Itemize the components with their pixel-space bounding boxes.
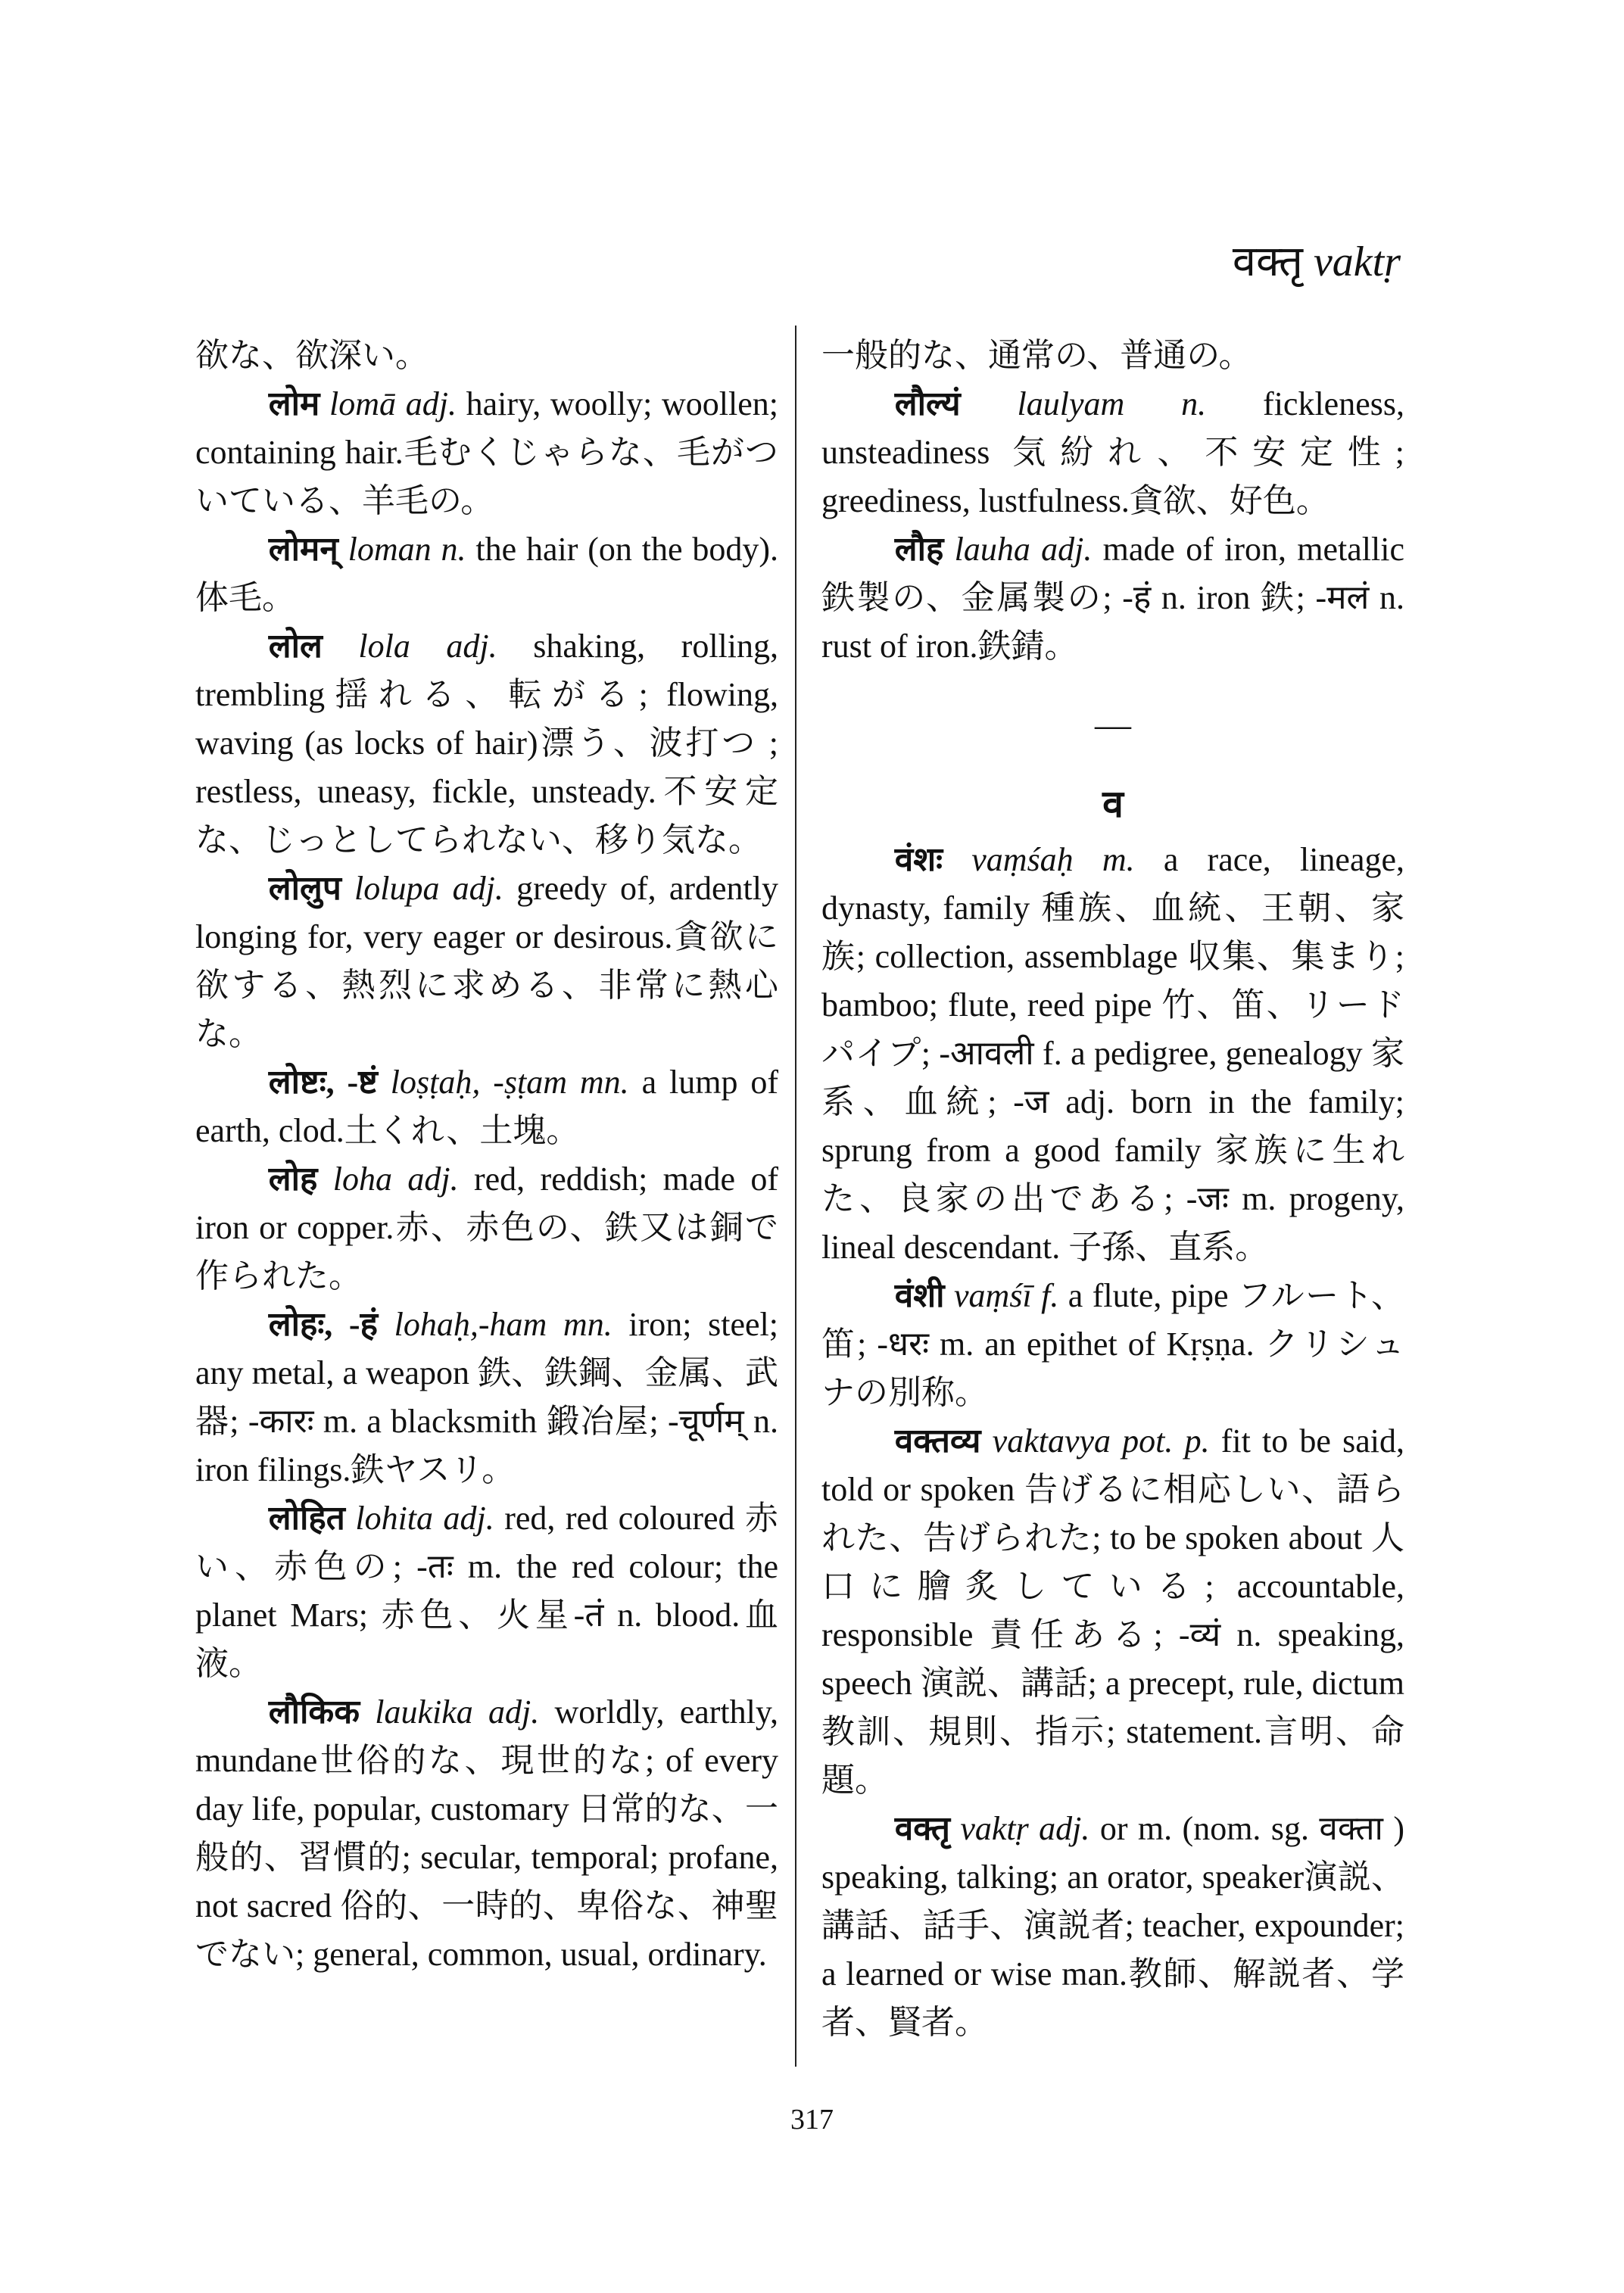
dictionary-entry [195,1688,778,1979]
entry-transliteration: loṣṭaḥ, -ṣṭam mn. [377,1064,629,1101]
entry-definition: hairy, woolly; woollen; containing hair.毛むくじゃらな、毛がついている、羊毛の。 [195,385,778,519]
entry-definition: made of iron, metallic 鉄製の、金属製の; -हं n. iron 鉄; -मलं n. rust of iron.鉄錆。 [821,531,1404,665]
entry-definition: a race, lineage, dynasty, family 種族、血統、王朝、家族; collection, assemblage 収集、集まり; bamboo; flute, reed pipe 竹、笛、リードパイプ; -आवली f. a pedigree, genealogy 家系、血統; -ज adj. born in the family; sprung from a good family 家族に生れた、良家の出である; -जः m. progeny, lineal descendant. 子孫、直系。 [821,841,1405,1266]
running-header-devanagari: वक्तृ [1232,238,1303,285]
dictionary-entry [195,1494,778,1688]
entry-headword: लोमन् [268,531,338,568]
entry-transliteration: vaktavya pot. p. [980,1422,1210,1460]
entry-definition: greedy of, ardently longing for, very eager or desirous.貪欲に欲する、熱烈に求める、非常に熱心な。 [195,870,778,1052]
dictionary-entry [195,1155,778,1301]
dictionary-entry [821,1272,1404,1417]
dictionary-entry [821,1805,1404,2047]
entry-headword: लोहः, -हं [268,1306,378,1343]
dictionary-entry [195,865,778,1058]
entry-definition: red, red coloured 赤い、赤色の; -तः m. the red colour; the planet Mars; 赤色、火星-तं n. blood.血液。 [195,1500,778,1682]
dictionary-entry [195,525,778,622]
entry-transliteration: lohaḥ,-ham mn. [377,1306,613,1343]
entry-transliteration: loman n. [338,531,466,568]
entry-definition: fit to be said, told or spoken 告げるに相応しい、語られた、告げられた; to be spoken about 人口に膾炙している; accountable, responsible 責任ある; -व्यं n. speaking, speech 演説、講話; a precept, rule, dictum 教訓、規則、指示; statement.言明、命題。 [821,1422,1404,1799]
entry-headword: वंशः [894,841,943,878]
section-letter: व [1102,783,1124,825]
entry-transliteration: loha adj. [317,1161,459,1198]
running-header [1232,238,1401,285]
continued-text: 一般的な、通常の、普通の。 [821,337,1252,374]
entry-definition: the hair (on the body).体毛。 [195,531,778,616]
running-header-translit: vaktṛ [1313,238,1401,285]
entry-headword: लोल [268,628,323,665]
column-divider [795,326,796,2067]
entry-transliteration: lomā adj. [320,385,457,422]
right-column [821,332,1404,2047]
dictionary-entry [195,622,778,865]
dictionary-entry [195,1058,778,1155]
entry-definition: a flute, pipe フルート、笛; -धरः m. an epithet of Kṛṣṇa. クリシュナの別称。 [821,1277,1404,1411]
continued-text: 欲な、欲深い。 [195,337,429,374]
dictionary-entry [821,836,1404,1272]
entry-definition: shaking, rolling, trembling揺れる、転がる; flowing, waving (as locks of hair)漂う、波打つ ; restless, uneasy, fickle, unsteady.不安定な、じっとしてられない、移り気な。 [195,628,778,858]
dictionary-entry [821,525,1404,671]
entry-headword: लोष्टः, -ष्टं [268,1064,378,1101]
entry-transliteration: vaktṛ adj. [949,1810,1090,1847]
entry-definition: red, reddish; made of iron or copper.赤、赤色の、鉄又は銅で作られた。 [195,1161,779,1294]
dictionary-entry [195,1301,778,1494]
entry-headword: वक्तृ [894,1810,950,1847]
entry-definition: a lump of earth, clod.土くれ、土塊。 [195,1064,778,1149]
entry-headword: वंशी [894,1277,945,1314]
entry-headword: लोहित [268,1500,345,1537]
page-number: 317 [790,2104,834,2136]
dictionary-entry [821,1417,1404,1805]
entry-headword: लौकिक [268,1693,360,1731]
entry-headword: लोम [268,385,320,422]
entry-headword: लोह [268,1161,318,1198]
dictionary-entry [821,380,1404,525]
left-column [195,332,778,1979]
entry-transliteration: laulyam n. [960,385,1207,422]
section-separator: — [1095,705,1131,745]
entry-transliteration: lauha adj. [943,531,1093,568]
entry-headword: लौल्यं [894,385,961,422]
entry-headword: लौह [894,531,944,568]
entry-headword: वक्तव्य [894,1422,981,1460]
entry-definition: worldly, earthly, mundane世俗的な、現世的な; of every day life, popular, customary 日常的な、一般的、習慣的; secular, temporal; profane, not sacred 俗的、一時的、卑俗な、神聖でない; general, common, usual, ordinary. [195,1693,779,1973]
entry-definition: iron; steel; any metal, a weapon 鉄、鉄鋼、金属、武器; -कारः m. a blacksmith 鍛冶屋; -चूर्णम् n. iron filings.鉄ヤスリ。 [195,1306,778,1488]
entry-transliteration: vaṃśī f. [944,1277,1059,1314]
entry-transliteration: lolupa adj. [341,870,503,907]
entry-definition: or m. (nom. sg. वक्ता ) speaking, talking; an orator, speaker演説、講話、話手、演説者; teacher, expounder; a learned or wise man.教師、解説者、学者、賢者。 [821,1810,1404,2041]
entry-transliteration: lola adj. [322,628,497,665]
entry-transliteration: lohita adj. [344,1500,494,1537]
entry-definition: fickleness, unsteadiness 気紛れ、不安定性; greediness, lustfulness.貪欲、好色。 [821,385,1404,519]
dictionary-entry [195,380,778,525]
entry-transliteration: vaṃśaḥ m. [943,841,1135,878]
entry-transliteration: laukika adj. [360,1693,540,1731]
entry-headword: लोलुप [268,870,341,907]
